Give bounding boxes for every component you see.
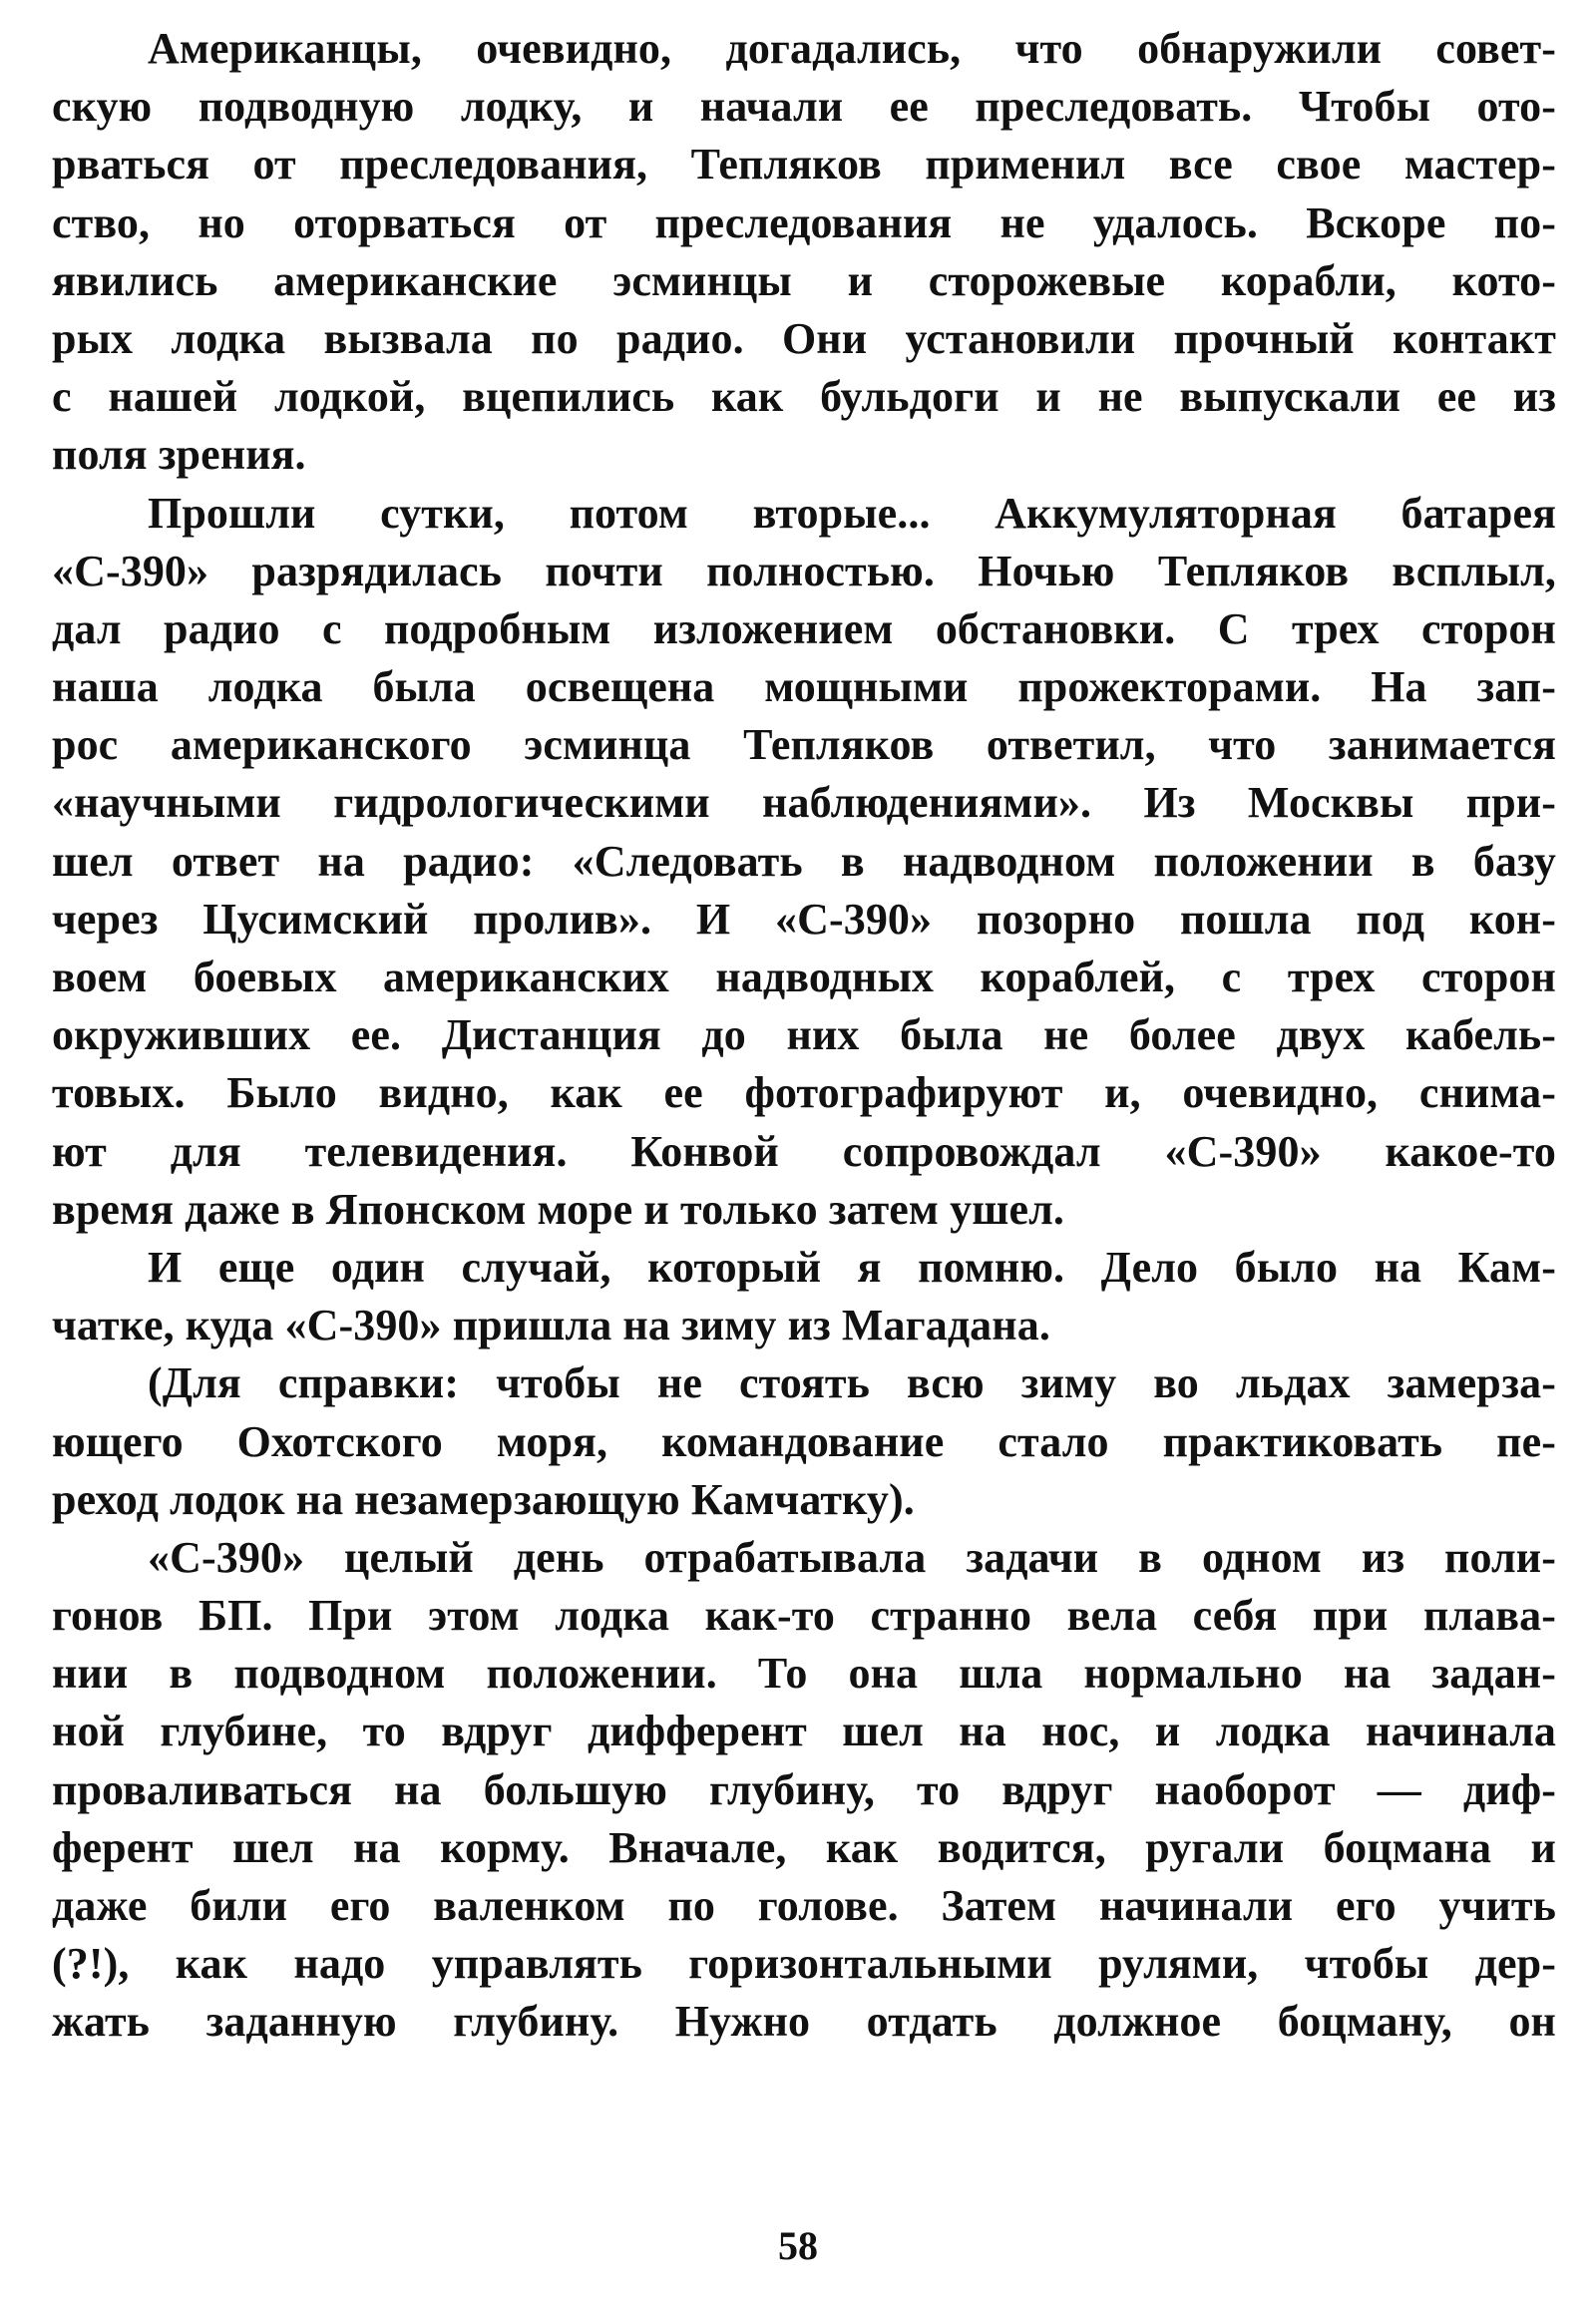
text-line: «С-390» целый день отрабатывала задачи в одном из поли- (148, 1532, 1556, 1582)
text-line: шел ответ на радио: «Следовать в надводном положении в базу (52, 836, 1556, 886)
text-line: с нашей лодкой, вцепились как бульдоги и не выпускали ее из (52, 372, 1556, 422)
text-line: жать заданную глубину. Нужно отдать должное боцману, он (52, 1997, 1556, 2047)
text-line: время даже в Японском море и только затем ушел. (52, 1184, 1064, 1234)
text-line: рваться от преследования, Тепляков применил все свое мастер- (52, 140, 1556, 190)
text-line: скую подводную лодку, и начали ее преследовать. Чтобы ото- (52, 82, 1556, 132)
text-line: товых. Было видно, как ее фотографируют и, очевидно, снима- (52, 1068, 1556, 1118)
text-line: наша лодка была освещена мощными прожекторами. На зап- (52, 662, 1556, 712)
text-line: чатке, куда «С-390» пришла на зиму из Магадана. (52, 1301, 1050, 1350)
text-line: гонов БП. При этом лодка как-то странно вела себя при плава- (52, 1591, 1556, 1641)
text-line: воем боевых американских надводных кораблей, с трех сторон (52, 953, 1556, 1001)
text-line: проваливаться на большую глубину, то вдруг наоборот — диф- (52, 1764, 1556, 1814)
text-line: И еще один случай, который я помню. Дело было на Кам- (148, 1242, 1556, 1292)
text-line: ной глубине, то вдруг дифферент шел на нос, и лодка начинала (52, 1707, 1556, 1756)
text-line: реход лодок на незамерзающую Камчатку). (52, 1474, 915, 1524)
text-line: даже били его валенком по голове. Затем начинали его учить (52, 1881, 1556, 1930)
text-line: ство, но оторваться от преследования не удалось. Вскоре по- (52, 197, 1556, 247)
text-line: через Цусимский пролив». И «С-390» позорно пошла под кон- (52, 894, 1556, 944)
page-number: 58 (778, 2223, 818, 2268)
text-line: дал радио с подробным изложением обстановки. С трех сторон (52, 603, 1556, 653)
text-line: «С-390» разрядилась почти полностью. Ночью Тепляков всплыл, (52, 546, 1556, 595)
text-line: «научными гидрологическими наблюдениями». Из Москвы при- (52, 778, 1556, 828)
text-line: рых лодка вызвала по радио. Они установили прочный контакт (52, 313, 1556, 363)
text-line: ющего Охотского моря, командование стало практиковать пе- (52, 1416, 1556, 1466)
text-line: ферент шел на корму. Вначале, как водится, ругали боцмана и (52, 1822, 1556, 1872)
text-line: поля зрения. (52, 430, 306, 480)
text-line: окруживших ее. Дистанция до них была не более двух кабель- (52, 1010, 1556, 1060)
text-line: (?!), как надо управлять горизонтальными рулями, чтобы дер- (52, 1939, 1556, 1989)
text-line: рос американского эсминца Тепляков ответил, что занимается (52, 720, 1556, 770)
text-line: Американцы, очевидно, догадались, что обнаружили совет- (148, 24, 1556, 73)
text-line: нии в подводном положении. То она шла нормально на задан- (52, 1649, 1556, 1699)
text-line: явились американские эсминцы и сторожевые корабли, кото- (52, 255, 1556, 305)
text-line: (Для справки: чтобы не стоять всю зиму во льдах замерза- (148, 1358, 1556, 1408)
text-line: Прошли сутки, потом вторые... Аккумуляторная батарея (148, 488, 1556, 538)
body-text (52, 20, 1556, 2052)
text-line: ют для телевидения. Конвой сопровождал «С-390» какое-то (52, 1126, 1556, 1176)
